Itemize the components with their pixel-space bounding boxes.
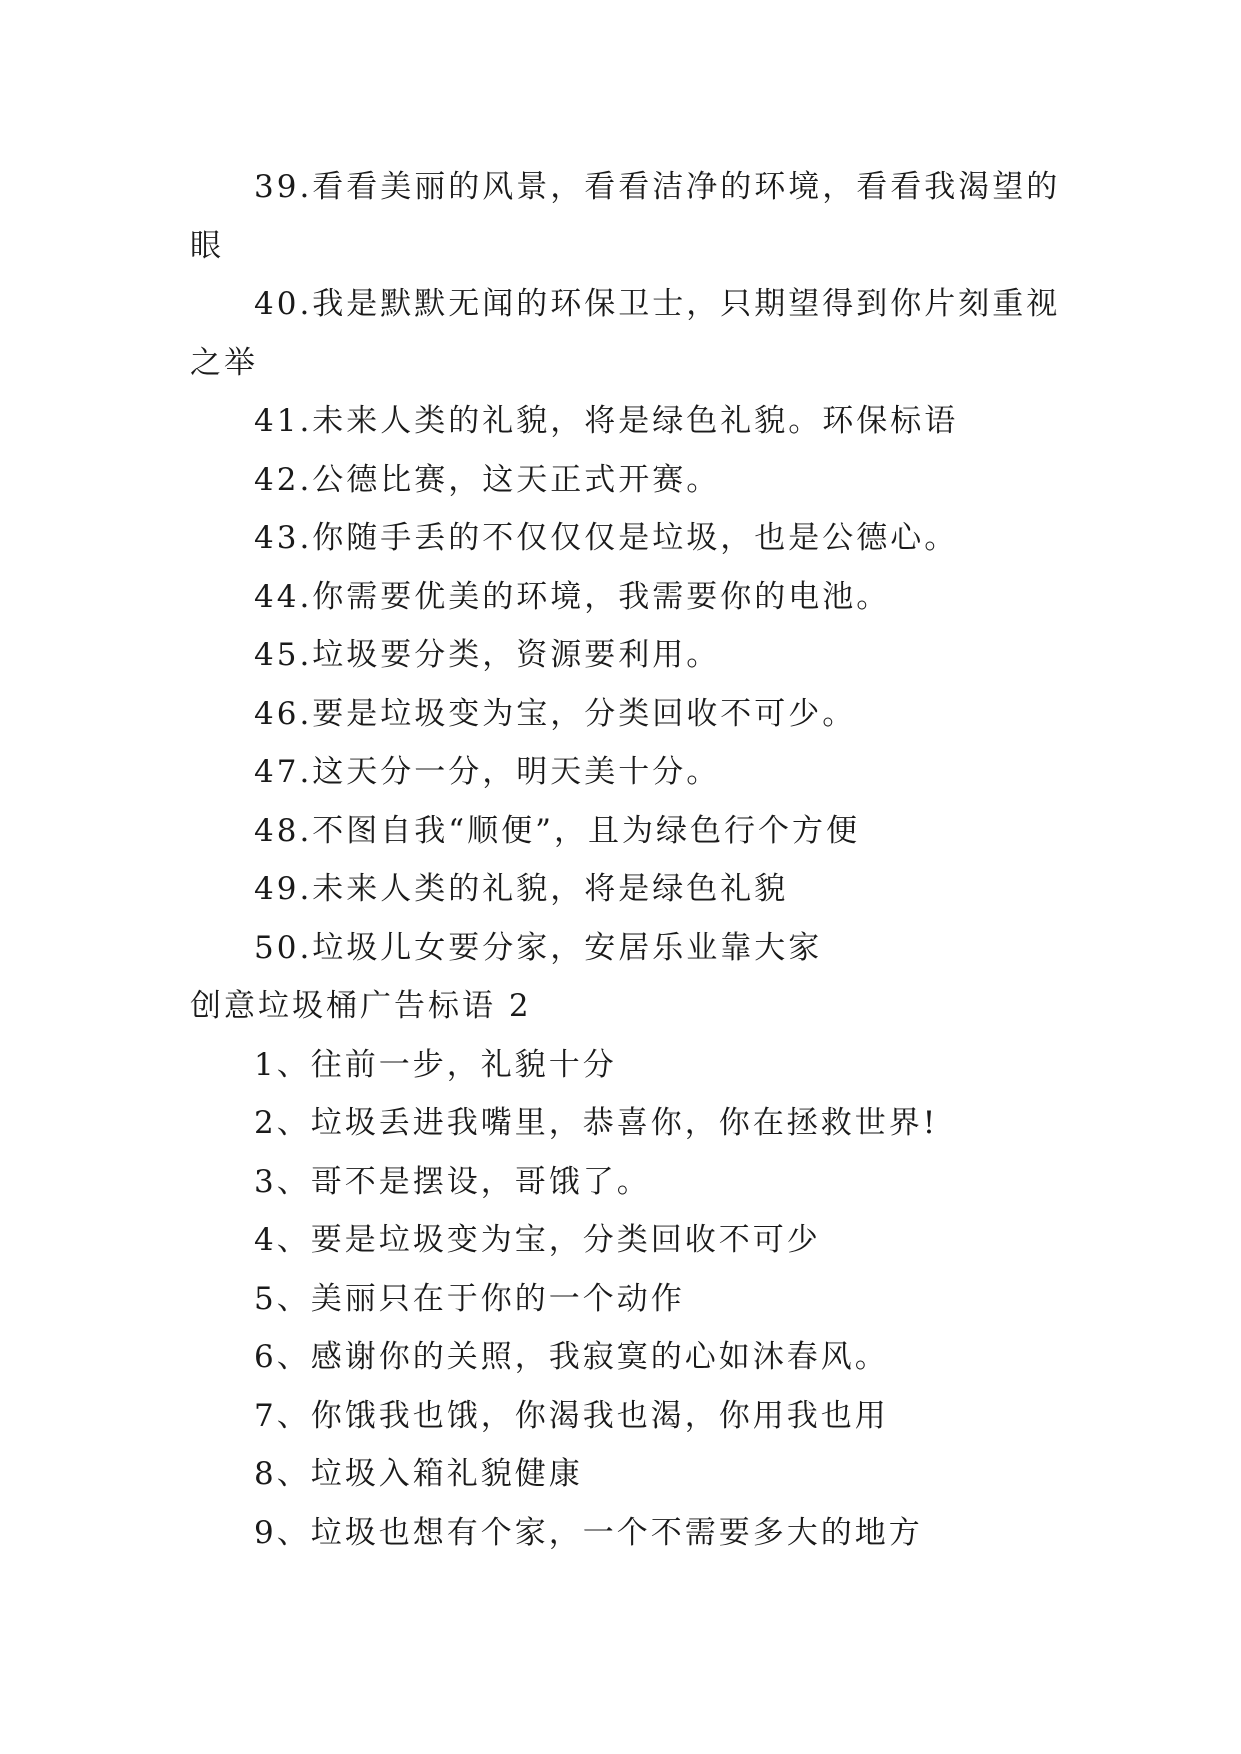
slogan-item: 9、垃圾也想有个家，一个不需要多大的地方 — [254, 1514, 923, 1551]
section-heading: 创意垃圾桶广告标语 2 — [190, 988, 532, 1024]
slogan-item: 8、垃圾入箱礼貌健康 — [254, 1456, 583, 1492]
slogan-item-44: 44.你需要优美的环境，我需要你的电池。 — [254, 578, 891, 615]
slogan-item-39-line1: 39.看看美丽的风景，看看洁净的环境，看看我渴望的 — [254, 169, 1061, 205]
slogan-item: 4、要是垃圾变为宝，分类回收不可少 — [254, 1222, 821, 1258]
slogan-item-40-line2: 之举 — [190, 344, 258, 381]
slogan-item-42: 42.公德比赛，这天正式开赛。 — [254, 461, 721, 498]
slogan-item: 3、哥不是摆设，哥饿了。 — [254, 1163, 651, 1200]
slogan-item-45: 45.垃圾要分类，资源要利用。 — [254, 637, 721, 673]
slogan-item-49: 49.未来人类的礼貌，将是绿色礼貌 — [254, 871, 789, 907]
slogan-item-43: 43.你随手丢的不仅仅仅是垃圾，也是公德心。 — [254, 520, 959, 556]
slogan-item: 1、往前一步，礼貌十分 — [254, 1046, 617, 1083]
slogan-item-46: 46.要是垃圾变为宝，分类回收不可少。 — [254, 695, 857, 732]
slogan-item: 2、垃圾丢进我嘴里，恭喜你，你在拯救世界! — [254, 1105, 939, 1141]
slogan-item: 5、美丽只在于你的一个动作 — [254, 1280, 685, 1317]
slogan-item-40-line1: 40.我是默默无闻的环保卫士，只期望得到你片刻重视 — [254, 286, 1061, 322]
slogan-item-47: 47.这天分一分，明天美十分。 — [254, 754, 721, 790]
slogan-item: 7、你饿我也饿，你渴我也渴，你用我也用 — [254, 1397, 889, 1434]
document-body — [190, 158, 1060, 1562]
slogan-item-48: 48.不图自我“顺便”，且为绿色行个方便 — [254, 812, 860, 849]
slogan-item: 6、感谢你的关照，我寂寞的心如沐春风。 — [254, 1339, 889, 1375]
slogan-item-50: 50.垃圾儿女要分家，安居乐业靠大家 — [254, 929, 823, 966]
slogan-item-39-line2: 眼 — [190, 227, 224, 264]
slogan-item-41: 41.未来人类的礼貌，将是绿色礼貌。环保标语 — [254, 403, 959, 439]
